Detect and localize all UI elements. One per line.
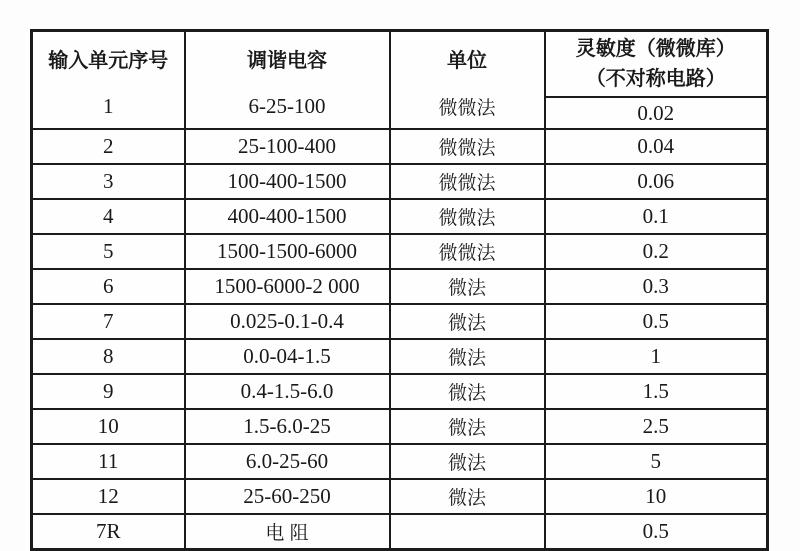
header-cell-unit <box>390 31 545 130</box>
cell-unit: 微微法 <box>438 97 496 119</box>
header-cell-input-unit-seq <box>32 31 185 130</box>
cell-capacitance: 100-400-1500 <box>185 164 390 199</box>
table-row <box>32 304 768 339</box>
cell-seq: 11 <box>32 444 185 479</box>
cell-unit: 微法 <box>390 374 545 409</box>
cell-unit: 微微法 <box>390 199 545 234</box>
table-row-7r <box>32 514 768 550</box>
cell-capacitance: 25-60-250 <box>185 479 390 514</box>
cell-unit: 微法 <box>390 304 545 339</box>
table-row <box>32 374 768 409</box>
cell-sensitivity: 0.2 <box>545 234 768 269</box>
cell-capacitance: 1500-1500-6000 <box>185 234 390 269</box>
col-header-input-unit-seq: 输入单元序号 <box>48 49 169 72</box>
cell-seq: 3 <box>32 164 185 199</box>
cell-capacitance: 0.025-0.1-0.4 <box>185 304 390 339</box>
cell-sensitivity: 2.5 <box>545 409 768 444</box>
cell-sensitivity: 0.04 <box>545 129 768 164</box>
cell-capacitance: 0.0-04-1.5 <box>185 339 390 374</box>
cell-seq: 8 <box>32 339 185 374</box>
table-row <box>32 234 768 269</box>
col-header-sensitivity-line2: （不对称电路） <box>585 68 726 90</box>
cell-seq: 4 <box>32 199 185 234</box>
cell-sensitivity: 0.02 <box>545 97 768 129</box>
cell-sensitivity: 1.5 <box>545 374 768 409</box>
cell-seq: 7R <box>32 514 185 550</box>
table-row <box>32 199 768 234</box>
cell-unit: 微法 <box>390 479 545 514</box>
cell-sensitivity: 10 <box>545 479 768 514</box>
cell-unit: 微法 <box>390 339 545 374</box>
cell-sensitivity: 1 <box>545 339 768 374</box>
cell-sensitivity: 0.5 <box>545 514 768 550</box>
cell-unit: 微微法 <box>390 129 545 164</box>
cell-unit: 微微法 <box>390 164 545 199</box>
table-row <box>32 409 768 444</box>
cell-unit: 微法 <box>390 269 545 304</box>
table-row <box>32 269 768 304</box>
table-row <box>32 444 768 479</box>
cell-sensitivity: 5 <box>545 444 768 479</box>
cell-seq: 7 <box>32 304 185 339</box>
tuning-capacitance-table <box>30 29 769 551</box>
cell-seq: 6 <box>32 269 185 304</box>
cell-sensitivity: 0.3 <box>545 269 768 304</box>
cell-unit: 微微法 <box>390 234 545 269</box>
cell-capacitance: 400-400-1500 <box>185 199 390 234</box>
cell-capacitance: 电 阻 <box>185 514 390 550</box>
cell-unit: 微法 <box>390 444 545 479</box>
cell-seq: 5 <box>32 234 185 269</box>
col-header-unit: 单位 <box>447 49 487 72</box>
cell-seq: 1 <box>103 93 114 118</box>
cell-unit: 微法 <box>390 409 545 444</box>
cell-seq: 9 <box>32 374 185 409</box>
table-row <box>32 164 768 199</box>
cell-sensitivity: 0.5 <box>545 304 768 339</box>
cell-sensitivity: 0.06 <box>545 164 768 199</box>
cell-seq: 10 <box>32 409 185 444</box>
cell-seq: 2 <box>32 129 185 164</box>
table-row <box>32 339 768 374</box>
cell-unit <box>390 514 545 550</box>
header-cell-sensitivity <box>545 31 768 98</box>
cell-capacitance: 25-100-400 <box>185 129 390 164</box>
cell-capacitance: 6.0-25-60 <box>185 444 390 479</box>
table-row <box>32 479 768 514</box>
cell-capacitance: 1500-6000-2 000 <box>185 269 390 304</box>
cell-capacitance: 0.4-1.5-6.0 <box>185 374 390 409</box>
table-row <box>32 129 768 164</box>
header-cell-tuning-capacitance <box>185 31 390 130</box>
cell-capacitance: 6-25-100 <box>248 93 326 118</box>
col-header-tuning-capacitance: 调谐电容 <box>247 49 327 72</box>
table-header-row <box>32 31 768 98</box>
cell-sensitivity: 0.1 <box>545 199 768 234</box>
col-header-sensitivity-line1: 灵敏度（微微库） <box>575 38 736 60</box>
cell-seq: 12 <box>32 479 185 514</box>
cell-capacitance: 1.5-6.0-25 <box>185 409 390 444</box>
